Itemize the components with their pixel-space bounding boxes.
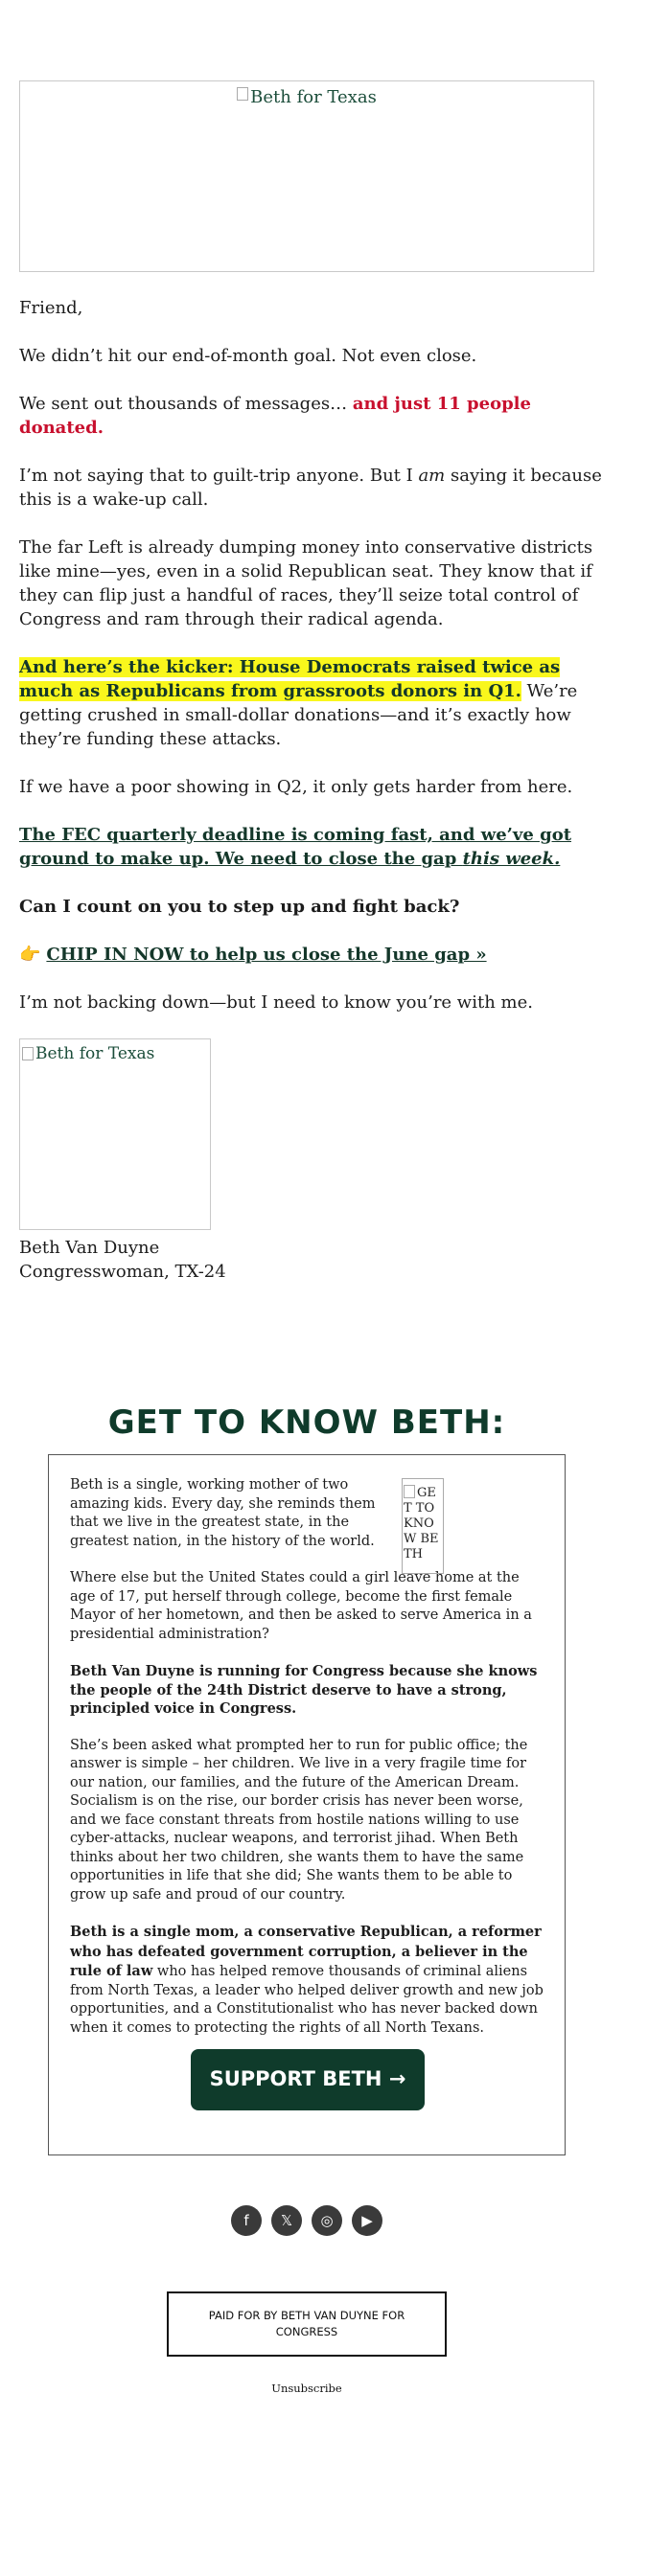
bio-paragraph-1: Beth is a single, working mother of two amazing kids. Every day, she reminds them that we live in the greatest state, in the greatest nation, in the history of the world. xyxy=(70,1477,376,1549)
paragraph-far-left: The far Left is already dumping money into conservative districts like mine—yes, even in a solid Republican seat. They know that if they can flip just a handful of races, they’ll seize total control of Congress and ram through their radical agenda. xyxy=(19,537,593,629)
paragraph-q2: If we have a poor showing in Q2, it only gets harder from here. xyxy=(19,777,573,797)
get-to-know-title: GET TO KNOW BETH: xyxy=(107,1403,506,1442)
broken-image-icon xyxy=(22,1047,34,1060)
broken-image-icon xyxy=(237,87,248,101)
bio-paragraph-5: Beth is a single mom, a conservative Republican, a reformer who has defeated government corruption, a believer in the rule of law who has helped remove thousands of criminal aliens from North Texas, a leader who helped deliver growth and new job opportunities, and a Constitutionalist who has never backed down when it comes to protecting the rights of all North Texans. xyxy=(70,1924,544,2036)
paragraph-messages: We sent out thousands of messages… and just 11 people donated. xyxy=(19,394,531,438)
paragraph-backing-down: I’m not backing down—but I need to know you’re with me. xyxy=(19,992,533,1013)
paragraph-kicker: And here’s the kicker: House Democrats raised twice as much as Republicans from grassroots donors in Q1. We’re getting crushed in small-dollar donations—and it’s exactly how they’re funding these attacks. xyxy=(19,657,578,749)
hero-image xyxy=(19,80,594,272)
paid-for-disclaimer: PAID FOR BY BETH VAN DUYNE FOR CONGRESS xyxy=(167,2291,447,2357)
greeting: Friend, xyxy=(19,298,83,318)
fec-deadline-link[interactable]: The FEC quarterly deadline is coming fast, and we’ve got ground to make up. We need to close the gap this week. xyxy=(19,825,572,869)
call-to-action-question: Can I count on you to step up and fight back? xyxy=(19,897,460,917)
social-links xyxy=(0,2205,613,2236)
support-beth-button[interactable]: SUPPORT BETH → xyxy=(191,2049,425,2110)
paragraph-wakeup: I’m not saying that to guilt-trip anyone. But I am saying it because this is a wake-up call. xyxy=(19,466,602,510)
chip-in-row xyxy=(19,943,613,967)
signature-alt-text: Beth for Texas xyxy=(35,1044,155,1063)
bio-paragraph-2: Where else but the United States could a girl leave home at the age of 17, put herself through college, become the first female Mayor of her hometown, and then be asked to serve America in a presidential administration? xyxy=(70,1570,532,1642)
highlighted-text: And here’s the kicker: House Democrats raised twice as much as Republicans from grassroots donors in Q1. xyxy=(19,657,561,701)
broken-image-icon xyxy=(404,1485,415,1498)
bio-paragraph-4: She’s been asked what prompted her to run for public office; the answer is simple – her children. We live in a very fragile time for our nation, our families, and the future of the American Dream. Socialism is on the rise, our border crisis has never been worse, and we face constant threats from hostile nations willing to use cyber-attacks, nuclear weapons, and terrorist jihad. When Beth thinks about her two children, she wants them to have the same opportunities in life that she did; She wants them to be able to grow up safe and proud of our country. xyxy=(70,1737,528,1903)
youtube-icon[interactable]: ▶ xyxy=(352,2205,382,2236)
signature-name: Beth Van Duyne xyxy=(19,1238,160,1258)
paragraph-goal: We didn’t hit our end-of-month goal. Not even close. xyxy=(19,346,477,366)
bio-paragraph-3: Beth Van Duyne is running for Congress because she knows the people of the 24th District deserve to have a strong, principled voice in Congress. xyxy=(70,1663,538,1717)
donated-count-text: and just 11 people donated. xyxy=(19,394,531,438)
signature-image xyxy=(19,1038,211,1230)
hero-alt-text: Beth for Texas xyxy=(250,87,377,107)
email-body xyxy=(19,0,613,1284)
signature-title: Congresswoman, TX-24 xyxy=(19,1262,226,1282)
facebook-icon[interactable]: f xyxy=(231,2205,262,2236)
x-twitter-icon[interactable]: 𝕏 xyxy=(271,2205,302,2236)
bio-image: GET TO KNOW BETH xyxy=(402,1478,444,1574)
instagram-icon[interactable]: ◎ xyxy=(312,2205,342,2236)
signature-block xyxy=(19,1236,613,1284)
unsubscribe-link[interactable]: Unsubscribe xyxy=(271,2382,342,2395)
chip-in-link[interactable]: CHIP IN NOW to help us close the June gap » xyxy=(46,945,487,965)
pointing-hand-icon: 👉 xyxy=(19,945,41,965)
bio-box xyxy=(48,1454,566,2155)
